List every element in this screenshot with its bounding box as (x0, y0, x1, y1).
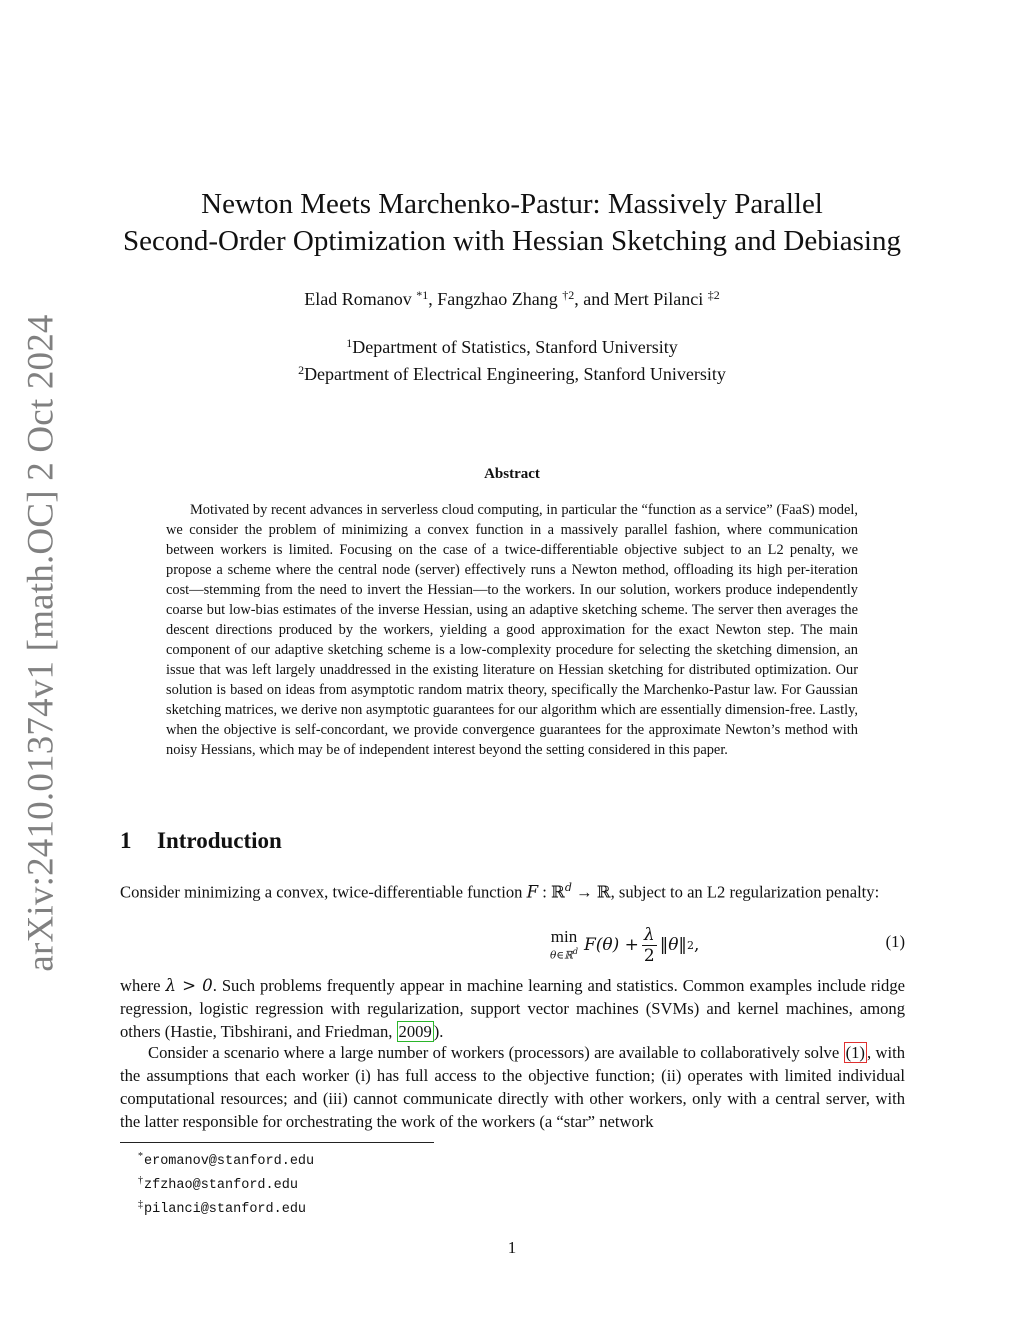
affiliations (0, 332, 1024, 386)
section-heading (120, 828, 282, 854)
equation-number: (1) (885, 932, 905, 951)
footnote: *eromanov@stanford.edu (138, 1151, 315, 1169)
author-mark: †2 (562, 288, 575, 302)
fraction: $\frac{\lambda}{2}$ (643, 924, 655, 966)
paper-title (0, 186, 1024, 260)
equation-1 (120, 918, 905, 972)
norm-term: ‖θ‖ (659, 935, 687, 955)
section-title: Introduction (157, 828, 282, 853)
title-line-2: Second-Order Optimization with Hessian Sketching and Debiasing (122, 225, 901, 257)
footnote-divider (120, 1142, 434, 1143)
arxiv-side-stamp (10, 313, 72, 972)
author-mark: ‡2 (707, 288, 720, 302)
author-mark: *1 (416, 288, 429, 302)
affiliation-line: $^2$Department of Electrical Engineering, Stanford University (298, 363, 726, 384)
author-list: Elad Romanov $^{*1}$, Fangzhao Zhang $^{\dagger 2}$, and Mert Pilanci $^{\ddagger 2}$ (304, 288, 720, 309)
footnotes (138, 1147, 314, 1219)
objective-term: F(θ) + (583, 935, 639, 955)
intro-paragraph-3: Consider a scenario where a large number of workers (processors) are available to collaboratively solve (1) , with the assumptions that each worker (i) has full access to the objective function; (ii) operates with limited individual computational resources; and (iii) cannot communicate directly with other workers, only with a central server, with the latter responsible for orchestrating the work of the workers (a “star” network (120, 1043, 905, 1131)
title-line-1: Newton Meets Marchenko-Pastur: Massively Parallel (201, 188, 823, 220)
citation-link[interactable]: 2009 (398, 1022, 432, 1041)
min-operator: min θ∈ℝ$^d$ (550, 927, 578, 962)
author-name: Elad Romanov (304, 289, 412, 309)
section-number: 1 (120, 828, 132, 853)
author-name: Mert Pilanci (613, 289, 704, 309)
intro-paragraph-2: where λ > 0. Such problems frequently appear in machine learning and statistics. Common examples include ridge regression, logistic regression with regularization, support vector machines (SVMs) and kernel machines, among others (Hastie, Tibshirani, and Friedman, 2009 ). (120, 976, 905, 1041)
equation-reference-link[interactable]: (1) (845, 1043, 865, 1062)
page-number: 1 (507, 1238, 517, 1257)
abstract-text: Motivated by recent advances in serverless cloud computing, in particular the “function as a service” (FaaS) model, we consider the problem of minimizing a convex function in a massively parallel fashion, where communication between workers is limited. Focusing on the case of a twice-differentiable objective subject to an L2 penalty, we propose a scheme where the central node (server) effectively runs a Newton method, offloading its high per-iteration cost—stemming from the need to invert the Hessian—to the workers. In our solution, workers produce independently coarse but low-bias estimates of the inverse Hessian, using an adaptive sketching scheme. The server then averages the descent directions produced by the workers, yielding a good approximation for the exact Newton step. The main component of our adaptive sketching scheme is a low-complexity procedure for selecting the sketching dimension, an issue that was left largely unaddressed in the existing literature on Hessian sketching for distributed optimization. Our solution is based on ideas from asymptotic random matrix theory, specifically the Marchenko-Pastur law. For Gaussian sketching matrices, we derive non asymptotic guarantees for our algorithm which are essentially dimension-free. Lastly, when the objective is self-concordant, we provide convergence guarantees for the approximate Newton’s method with noisy Hessians, which may be of independent interest beyond the setting considered in this paper. (166, 502, 858, 758)
footnote: †zfzhao@stanford.edu (138, 1175, 298, 1193)
abstract-heading: Abstract (484, 466, 540, 482)
equation-body: min θ∈ℝ$^d$ F(θ) + $\frac{\lambda}{2}$ ‖θ‖ 2 , (550, 924, 700, 966)
footnote: ‡pilanci@stanford.edu (138, 1199, 307, 1217)
intro-paragraph-1: Consider minimizing a convex, twice-differentiable function F : ℝ$^d$ → ℝ, subject to an L2 regularization penalty: (120, 881, 880, 902)
author-name: Fangzhao Zhang (437, 289, 558, 309)
arxiv-identifier: arXiv:2410.01374v1 [math.OC] 2 Oct 2024 (20, 313, 62, 972)
affiliation-line: $^1$Department of Statistics, Stanford University (346, 336, 678, 357)
